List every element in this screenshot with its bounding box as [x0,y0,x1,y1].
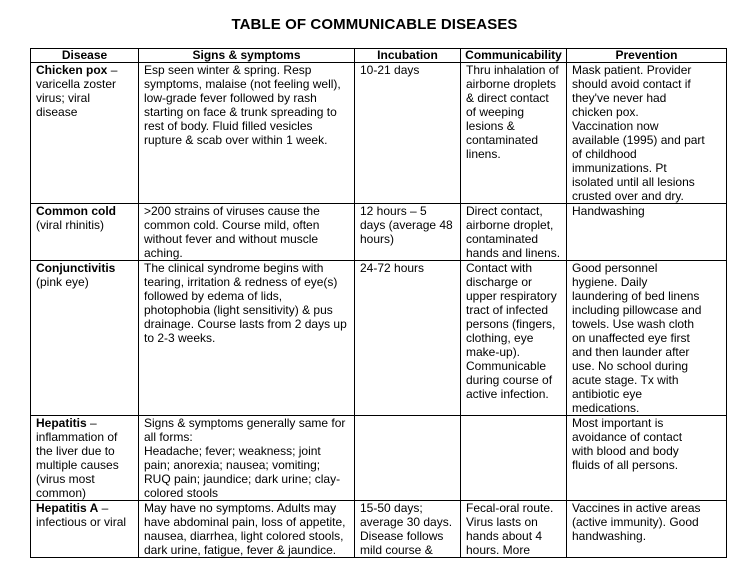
disease-cell [31,501,139,558]
table-row [31,63,727,204]
incubation-cell: 10-21 days [355,63,461,204]
prevention-cell: Vaccines in active areas (active immunity). Good handwashing. [567,501,727,558]
signs-cell: The clinical syndrome begins with tearing, irritation & redness of eye(s) followed by edema of lids, photophobia (light sensitivity) & pus drainage. Course lasts from 2 days up to 2-3 weeks. [139,261,355,416]
header-prevention: Prevention [567,49,727,63]
header-communicability: Communicability [461,49,567,63]
prevention-cell: Good personnel hygiene. Daily laundering of bed linens including pillowcase and towels. Use wash cloth on unaffected eye first and then launder after use. No school during acute stage. Tx with antibiotic eye medications. [567,261,727,416]
disease-cell [31,261,139,416]
incubation-cell: 12 hours – 5 days (average 48 hours) [355,204,461,261]
signs-cell: May have no symptoms. Adults may have abdominal pain, loss of appetite, nausea, diarrhea, light colored stools, dark urine, fatigue, fever & jaundice. [139,501,355,558]
table-row [31,204,727,261]
disease-description: – varicella zoster virus; viral disease [36,63,118,119]
incubation-cell: 15-50 days; average 30 days. Disease follows mild course & [355,501,461,558]
incubation-cell [355,416,461,501]
header-disease: Disease [31,49,139,63]
communicability-cell: Contact with discharge or upper respiratory tract of infected persons (fingers, clothing, eye make-up). Communicable during course of active infection. [461,261,567,416]
communicability-cell: Thru inhalation of airborne droplets & direct contact of weeping lesions & contaminated linens. [461,63,567,204]
disease-name: Conjunctivitis [36,261,116,275]
disease-name: Hepatitis [36,416,87,430]
signs-cell: >200 strains of viruses cause the common cold. Course mild, often without fever and without muscle aching. [139,204,355,261]
header-incubation: Incubation [355,49,461,63]
table-row [31,416,727,501]
disease-name: Chicken pox [36,63,108,77]
table-header-row [31,49,727,63]
communicability-cell: Fecal-oral route. Virus lasts on hands about 4 hours. More [461,501,567,558]
prevention-cell: Handwashing [567,204,727,261]
signs-cell: Esp seen winter & spring. Resp symptoms, malaise (not feeling well), low-grade fever followed by rash starting on face & trunk spreading to rest of body. Fluid filled vesicles rupture & scab over within 1 week. [139,63,355,204]
incubation-cell: 24-72 hours [355,261,461,416]
disease-description: – inflammation of the liver due to multiple causes (virus most common) [36,416,119,500]
table-row [31,501,727,558]
communicability-cell [461,416,567,501]
prevention-cell: Mask patient. Provider should avoid contact if they've never had chicken pox. Vaccination now available (1995) and part of childhood immunizations. Pt isolated until all lesions crusted over and dry. [567,63,727,204]
disease-description: (viral rhinitis) [36,218,105,232]
disease-description: – infectious or viral [36,501,127,529]
disease-name: Common cold [36,204,116,218]
disease-cell [31,63,139,204]
signs-cell: Signs & symptoms generally same for all forms: Headache; fever; weakness; joint pain; anorexia; nausea; vomiting; RUQ pain; jaundice; dark urine; clay- colored stools [139,416,355,501]
page-title: TABLE OF COMMUNICABLE DISEASES [231,16,518,33]
disease-cell [31,416,139,501]
communicable-diseases-table [30,48,727,558]
disease-name: Hepatitis A [36,501,99,515]
prevention-cell: Most important is avoidance of contact with blood and body fluids of all persons. [567,416,727,501]
disease-description: (pink eye) [36,275,89,289]
header-signs-symptoms: Signs & symptoms [139,49,355,63]
table-row [31,261,727,416]
communicability-cell: Direct contact, airborne droplet, contaminated hands and linens. [461,204,567,261]
disease-cell [31,204,139,261]
